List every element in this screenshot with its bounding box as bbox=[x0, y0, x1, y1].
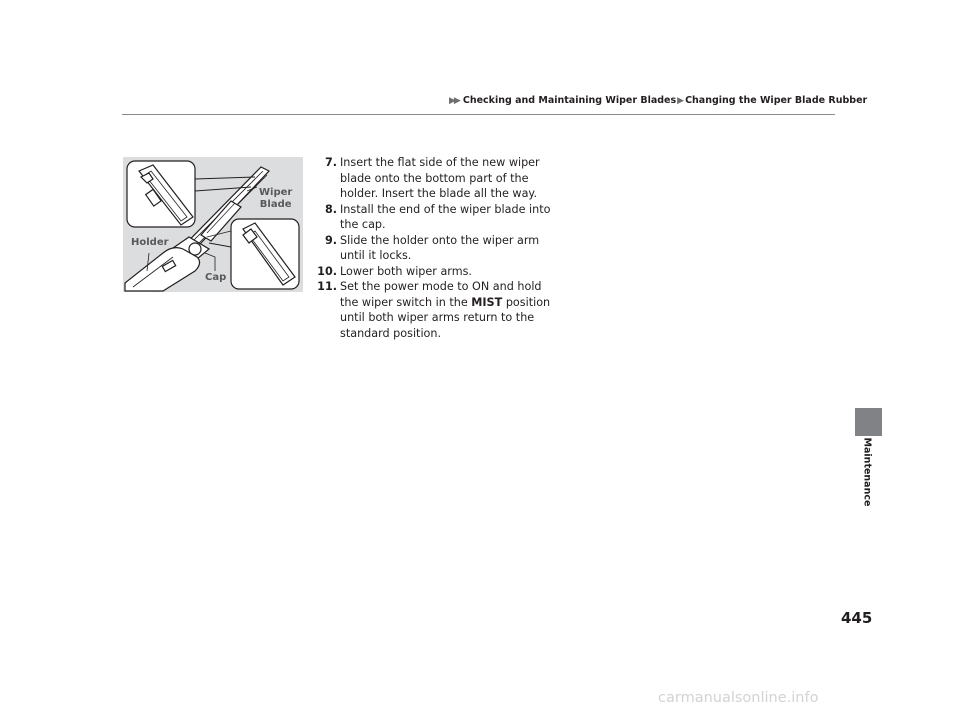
step-number: 9. bbox=[324, 233, 337, 247]
breadcrumb-topic: Changing the Wiper Blade Rubber bbox=[685, 95, 868, 106]
holder-label: Holder bbox=[131, 237, 169, 248]
breadcrumb-section: Checking and Maintaining Wiper Blades bbox=[462, 95, 677, 106]
step-text: Lower both wiper arms. bbox=[340, 264, 472, 278]
step-text: Install the end of the wiper blade into the cap. bbox=[340, 202, 551, 231]
wiper-blade-label bbox=[259, 187, 292, 211]
step-number: 8. bbox=[324, 202, 337, 216]
cap-label: Cap bbox=[205, 272, 227, 283]
section-tab-text: Maintenance bbox=[861, 437, 873, 507]
step-item bbox=[313, 202, 563, 233]
step-number: 10. bbox=[317, 264, 337, 278]
step-item bbox=[313, 233, 563, 264]
step-text: Slide the holder onto the wiper arm until it locks. bbox=[340, 233, 540, 262]
arrow-icon: ▶ bbox=[677, 95, 685, 106]
step-item bbox=[313, 155, 563, 202]
holder-part bbox=[125, 248, 200, 291]
mist-position-emphasis: MIST bbox=[471, 295, 503, 309]
instruction-steps bbox=[313, 155, 563, 341]
step-text: Insert the flat side of the new wiper blade onto the bottom part of the holder. Insert the blade all the way. bbox=[340, 156, 540, 200]
step-text bbox=[340, 279, 563, 341]
double-arrow-icon: ▶▶ bbox=[449, 95, 459, 106]
section-tab-marker bbox=[855, 408, 882, 436]
header-divider bbox=[122, 114, 835, 115]
wiper-blade-label-line1: Wiper bbox=[259, 187, 293, 198]
page-number: 445 bbox=[841, 609, 873, 627]
step-number: 11. bbox=[317, 280, 337, 293]
step-text-before: Set the power mode to ON and hold the wiper switch in the bbox=[340, 280, 542, 309]
watermark: carmanualsonline.info bbox=[658, 690, 819, 706]
wiper-blade-illustration bbox=[123, 157, 303, 292]
section-tab-label bbox=[852, 437, 882, 507]
step-text-after: position until both wiper arms return to the standard position. bbox=[340, 295, 551, 340]
step-item bbox=[313, 264, 563, 280]
step-number: 7. bbox=[324, 156, 337, 169]
step-item bbox=[313, 279, 563, 341]
breadcrumb bbox=[448, 95, 867, 106]
wiper-blade-label-line2: Blade bbox=[259, 199, 292, 210]
